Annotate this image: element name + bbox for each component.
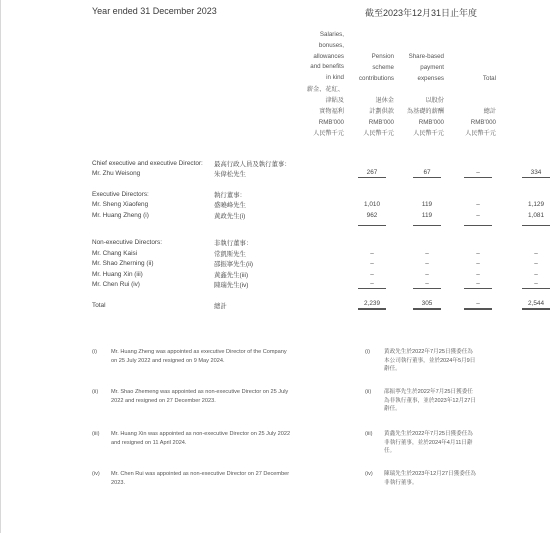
director-name-en: Mr. Sheng Xiaofeng (92, 201, 149, 209)
subtotal-rule (464, 224, 492, 226)
director-name-en: Mr. Huang Xin (iii) (92, 270, 143, 278)
salaries-value: – (370, 249, 374, 257)
grand-total: 2,544 (522, 300, 550, 310)
table-row (92, 200, 550, 211)
salaries-value: 962 (366, 211, 378, 219)
salaries-value: – (370, 260, 374, 268)
total-value: 1,081 (528, 211, 544, 219)
director-name-zh: 朱偉松先生 (214, 171, 246, 179)
share-value: – (476, 249, 480, 257)
share-value: – (464, 169, 492, 178)
pension-value: – (425, 249, 429, 257)
director-name-zh: 黃鑫先生(iii) (214, 271, 249, 279)
col-total-zh: 總計 (483, 108, 496, 115)
col-share-zh: 以股份 為基礎的薪酬 (406, 97, 444, 115)
col-salaries-zh: 薪金、花紅、 津貼及 實物福利 (306, 86, 344, 115)
pension-value: – (425, 270, 429, 278)
director-name-zh: 陳瑞先生(iv) (214, 282, 249, 290)
col-total-en: Total (482, 75, 496, 82)
page-edge-divider (0, 0, 1, 533)
total-value: 334 (522, 169, 550, 178)
remuneration-table (92, 158, 550, 311)
share-value: – (464, 280, 492, 289)
pension-value: 67 (413, 169, 441, 178)
col-salaries-unit-en: RMB'000 (318, 119, 344, 126)
share-total: – (464, 300, 492, 310)
director-name-en: Mr. Chen Rui (iv) (92, 281, 140, 289)
total-value: 1,129 (528, 201, 544, 209)
table-row (92, 280, 550, 291)
document-page: Year ended 31 December 2023 截至2023年12月31日止年度 Salaries, bonuses, allowances and benefits in kind Pension scheme contributions Share-based payment expenses Total 薪金、花紅、 津貼及 實物福利 退休金 計劃供款 以股份 為基礎的薪酬 總計 RMB'000 RMB'000 RMB'000 RMB'000 人民幣千元 人民幣千元 人民幣千元 人民幣千元 Chief executive and executive Director: 最高行政人員及執行董事： Mr. Zhu Weisong 朱偉松先生 267 67 – 334 Executive Directors: 執行董事： Mr. Sheng Xiaofeng 盛曉峰先生 1,010 119 – 1,129 Mr. Huang Zheng (i) 黃政先生(i) 962 119 – 1,081 Non-executive Directors: 非執行董事： Mr. Chang Kaisi 常凱斯先生 – – – – Mr. Shao Zherning (ii) 邵振寧先生(ii) – – – – Mr. Huang Xin (iii) 黃鑫先生(iii) – – – – Mr. Chen Rui (iv) 陳瑞先生(iv) – – – – Total 總計 2,239 305 – 2,544 (i) Mr. Huang Zheng was appointed as executive Director of the Company on 25 July 2022 and resigned on 9 May 2024. (ii) Mr. Shao Zhemeng was appointed as non-executive Director on 25 July 2022 and resigned on 27 December 2023. (iii) Mr. Huang Xin was appointed as non-executive Director on 25 July 2022 and resigned on 11 April 2024. (iv) Mr. Chen Rui was appointed as non-executive Director on 27 December 2023. (i) 黃政先生於2022年7月25日獲委任為 本公司執行董事，並於2024年5月9日 辭任。 (ii) 邵振寧先生於2022年7月25日獲委任 為非執行董事，並於2023年12月27日 辭任。 (iii) 黃鑫先生於2022年7月25日獲委任為 非執行董事，並於2024年4月11日辭 任。 (iv) 陳瑞先生於2023年12月27日獲委任為 非執行董事。 (0, 0, 555, 533)
col-pension-unit-en: RMB'000 (368, 119, 394, 126)
year-heading-zh: 截至2023年12月31日止年度 (365, 8, 478, 18)
total-value: – (534, 249, 538, 257)
table-row (92, 238, 550, 249)
director-name-en: Mr. Shao Zherning (ii) (92, 260, 154, 268)
pension-total: 305 (413, 300, 441, 310)
director-name-zh: 盛曉峰先生 (214, 202, 246, 210)
year-heading-en: Year ended 31 December 2023 (92, 6, 217, 16)
pension-value: – (425, 260, 429, 268)
total-label-en: Total (92, 301, 106, 309)
total-value: – (534, 270, 538, 278)
salaries-total: 2,239 (358, 300, 386, 310)
share-value: – (476, 211, 480, 219)
section-heading-zh: 執行董事： (214, 191, 246, 199)
section-heading-zh: 最高行政人員及執行董事： (214, 160, 291, 168)
director-name-zh: 黃政先生(i) (214, 212, 246, 220)
table-row (92, 300, 550, 311)
section-heading-en: Non-executive Directors: (92, 239, 162, 247)
share-value: – (476, 201, 480, 209)
share-value: – (476, 270, 480, 278)
section-heading-en: Executive Directors: (92, 190, 149, 198)
col-share-en: Share-based payment expenses (408, 53, 444, 82)
salaries-value: 1,010 (364, 201, 380, 209)
pension-value: – (413, 280, 441, 289)
col-share-unit-en: RMB'000 (418, 119, 444, 126)
pension-value: 119 (421, 211, 433, 219)
col-share-unit-zh: 人民幣千元 (413, 130, 444, 137)
col-salaries-unit-zh: 人民幣千元 (313, 130, 344, 137)
director-name-en: Mr. Chang Kaisi (92, 249, 138, 257)
share-value: – (476, 260, 480, 268)
subtotal-rule (358, 224, 386, 226)
director-name-zh: 邵振寧先生(ii) (214, 261, 254, 269)
col-pension-unit-zh: 人民幣千元 (363, 130, 394, 137)
subtotal-rule (413, 224, 441, 226)
total-value: – (534, 260, 538, 268)
section-heading-zh: 非執行董事： (214, 240, 253, 248)
subtotal-rule (522, 224, 550, 226)
salaries-value: 267 (358, 169, 386, 178)
pension-value: 119 (421, 201, 433, 209)
director-name-zh: 常凱斯先生 (214, 250, 246, 258)
col-total-unit-en: RMB'000 (470, 119, 496, 126)
table-row (92, 158, 550, 169)
director-name-en: Mr. Zhu Weisong (92, 170, 141, 178)
table-row (92, 189, 550, 200)
col-salaries-en: Salaries, bonuses, allowances and benefits in kind (310, 31, 344, 82)
table-row (92, 210, 550, 221)
total-label-zh: 總計 (214, 302, 227, 310)
salaries-value: – (370, 270, 374, 278)
col-pension-en: Pension scheme contributions (358, 53, 394, 82)
table-row (92, 259, 550, 270)
table-row (92, 169, 550, 180)
table-row (92, 248, 550, 259)
salaries-value: – (358, 280, 386, 289)
table-row (92, 269, 550, 280)
total-value: – (522, 280, 550, 289)
col-total-unit-zh: 人民幣千元 (465, 130, 496, 137)
col-pension-zh: 退休金 計劃供款 (369, 97, 394, 115)
director-name-en: Mr. Huang Zheng (i) (92, 211, 149, 219)
section-heading-en: Chief executive and executive Director: (92, 159, 203, 167)
